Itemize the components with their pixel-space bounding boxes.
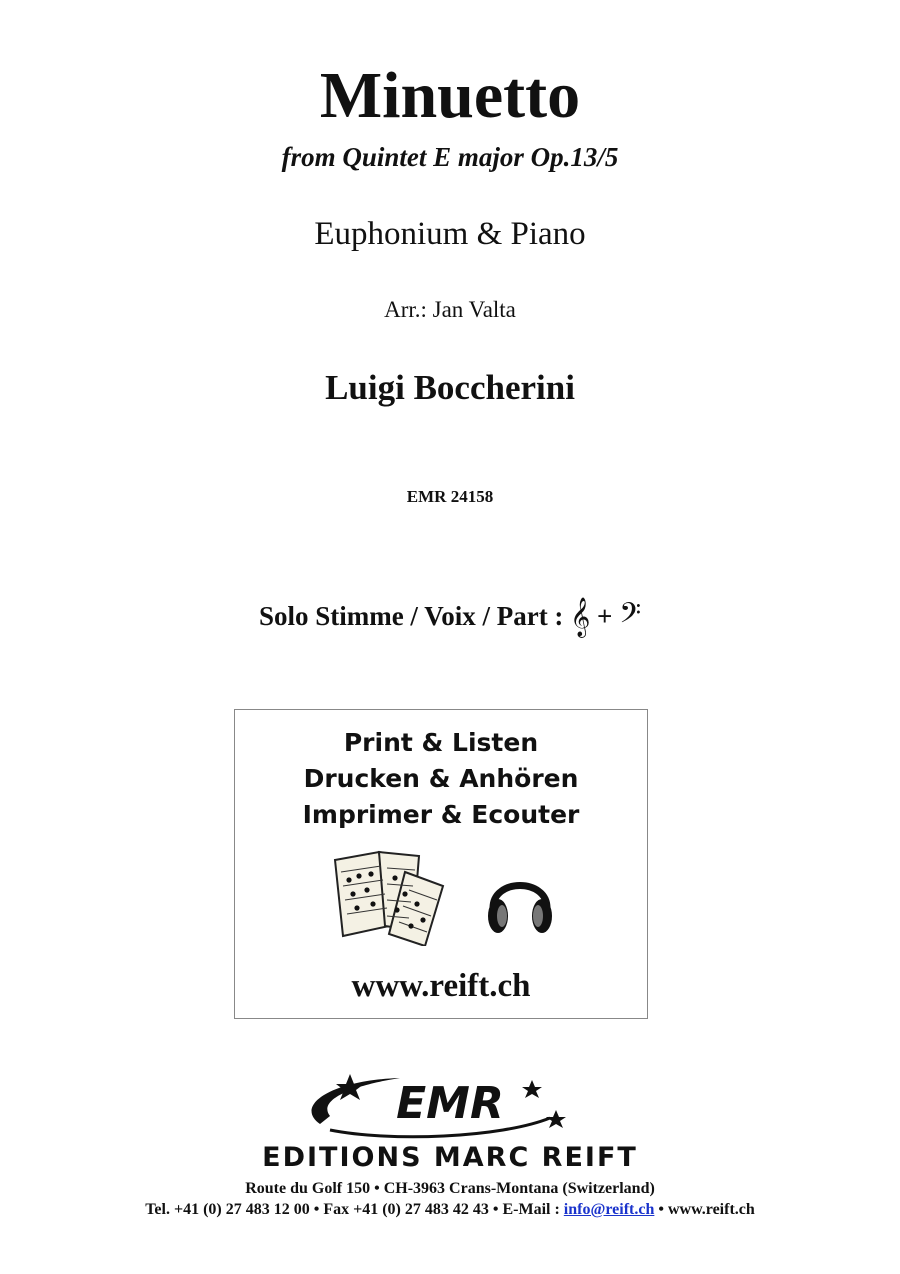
headphones-icon xyxy=(485,864,555,940)
composer: Luigi Boccherini xyxy=(325,368,575,407)
title: Minuetto xyxy=(319,59,581,132)
emr-logo-text: EMR xyxy=(396,1078,504,1129)
part-label: Solo Stimme / Voix / Part : xyxy=(258,601,564,631)
catalog-number: EMR 24158 xyxy=(406,487,494,506)
sheet-music-icon xyxy=(327,846,457,946)
email-link[interactable]: info@reift.ch xyxy=(563,1201,655,1218)
print-listen-box xyxy=(234,709,648,1019)
contact-phone-fax: Tel. +41 (0) 27 483 12 00 • Fax +41 (0) 27 483 42 43 • E-Mail : xyxy=(145,1201,560,1218)
subtitle: from Quintet E major Op.13/5 xyxy=(281,142,619,172)
arranger: Arr.: Jan Valta xyxy=(384,297,516,322)
publisher-contact xyxy=(0,1199,900,1221)
bass-clef-icon: 𝄢 xyxy=(619,599,642,636)
promo-line-english: Print & Listen xyxy=(343,728,539,757)
emr-logo xyxy=(300,1072,580,1142)
plus-sign: + xyxy=(597,601,613,631)
part-line xyxy=(0,596,900,638)
contact-website: • www.reift.ch xyxy=(658,1201,755,1218)
promo-line-french: Imprimer & Ecouter xyxy=(302,800,580,829)
publisher-address: Route du Golf 150 • CH-3963 Crans-Montana (Switzerland) xyxy=(245,1180,655,1197)
promo-line-german: Drucken & Anhören xyxy=(303,764,579,793)
promo-url[interactable]: www.reift.ch xyxy=(351,968,531,1004)
treble-clef-icon: 𝄞 xyxy=(570,599,591,636)
instrumentation: Euphonium & Piano xyxy=(314,216,586,252)
publisher-name: EDITIONS MARC REIFT xyxy=(262,1142,638,1173)
